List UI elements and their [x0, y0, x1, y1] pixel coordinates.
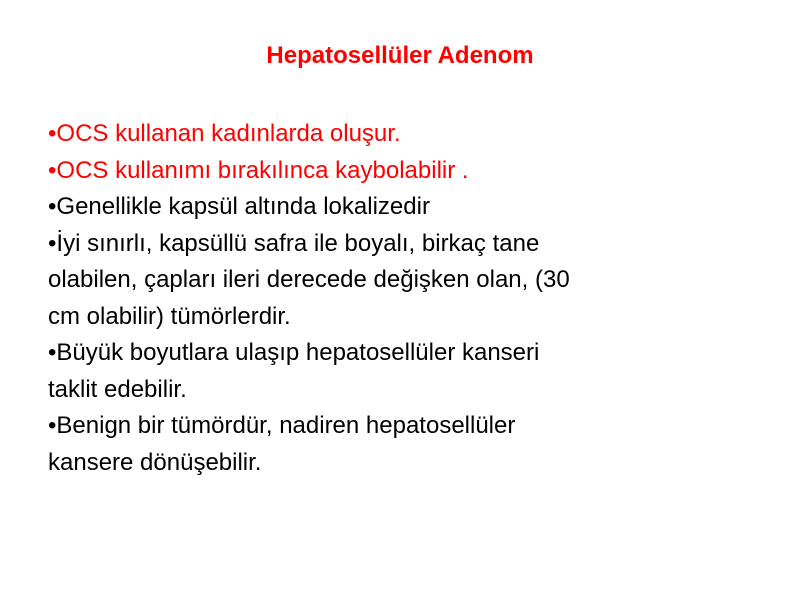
- bullet-well-circumscribed: •İyi sınırlı, kapsüllü safra ile boyalı, birkaç tane: [48, 229, 540, 257]
- slide-title: Hepatosellüler Adenom: [266, 42, 534, 69]
- bullet-well-circumscribed-cont-1: olabilen, çapları ileri derecede değişken olan, (30: [48, 266, 570, 293]
- bullet-well-circumscribed-cont-2: cm olabilir) tümörlerdir.: [48, 302, 291, 330]
- slide-body: [48, 116, 748, 481]
- bullet-localization: •Genellikle kapsül altında lokalizedir: [48, 193, 430, 220]
- bullet-benign-cont: kansere dönüşebilir.: [48, 448, 262, 476]
- bullet-ocs-stop: •OCS kullanımı bırakılınca kaybolabilir .: [48, 156, 469, 184]
- bullet-benign: •Benign bir tümördür, nadiren hepatosellüler: [48, 412, 516, 439]
- bullet-mimic-cancer-cont: taklit edebilir.: [48, 375, 187, 403]
- bullet-mimic-cancer: •Büyük boyutlara ulaşıp hepatosellüler kanseri: [48, 339, 540, 366]
- bullet-ocs-users: •OCS kullanan kadınlarda oluşur.: [48, 120, 401, 147]
